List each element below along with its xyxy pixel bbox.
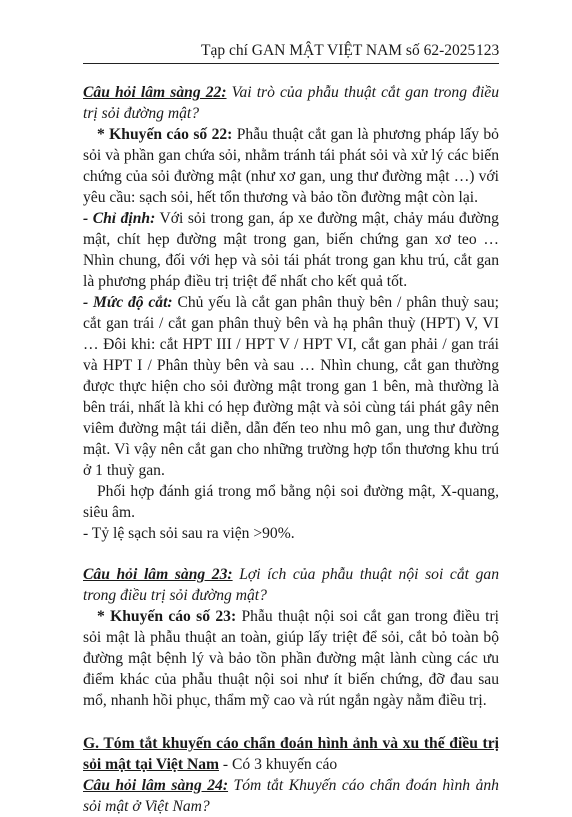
spacer — [83, 711, 499, 733]
section-suffix: - Có 3 khuyến cáo — [219, 756, 338, 773]
question-text: Lợi ích của phẫu thuật nội soi cắt gan trong điều trị sỏi đường mật? — [83, 566, 499, 604]
recommendation-23 — [83, 606, 499, 711]
section-title: G. Tóm tắt khuyến cáo chẩn đoán hình ảnh và xu thế điều trị sỏi mật tại Việt Nam — [83, 735, 499, 773]
recommendation-label: * Khuyến cáo số 23: — [97, 608, 237, 625]
indication-label: - Chỉ định: — [83, 210, 156, 227]
question-label: Câu hỏi lâm sàng 22: — [83, 84, 227, 101]
combined-assessment-paragraph: Phối hợp đánh giá trong mổ bằng nội soi đường mật, X-quang, siêu âm. — [83, 483, 499, 521]
journal-title: Tạp chí GAN MẬT VIỆT NAM số 62-2025 — [201, 42, 476, 59]
page-number: 123 — [476, 42, 500, 59]
resection-extent-paragraph — [83, 292, 499, 481]
clinical-question-23 — [83, 564, 499, 606]
question-text: Tóm tắt Khuyến cáo chẩn đoán hình ảnh sỏi mật ở Việt Nam? — [83, 777, 499, 815]
indication-paragraph — [83, 208, 499, 292]
extent-label: - Mức độ cắt: — [83, 294, 173, 311]
recommendation-22 — [83, 124, 499, 208]
question-label: Câu hỏi lâm sàng 24: — [83, 777, 229, 794]
clinical-question-22 — [83, 82, 499, 124]
recommendation-text: Phẫu thuật nội soi cắt gan trong điều trị sỏi mật là phẫu thuật an toàn, giúp lấy triệt để sỏi, cắt bỏ toàn bộ đường mật bệnh lý và bảo tồn phần đường mật lành cùng các ưu điểm khác của phẫu thuật nội soi như ít biến chứng, đỡ đau sau mổ, nhanh hồi phục, thẩm mỹ cao và rút ngắn ngày nằm điều trị. — [83, 608, 499, 709]
recommendation-label: * Khuyến cáo số 22: — [97, 126, 233, 143]
clinical-question-24 — [83, 775, 499, 817]
indication-text: Với sỏi trong gan, áp xe đường mật, chảy máu đường mật, chít hẹp đường mật trong gan, biến chứng gan xơ teo … Nhìn chung, đối với hẹp và sỏi tái phát trong gan khu trú, cắt gan là phương pháp điều trị triệt để nhất cho kết quả tốt. — [83, 210, 499, 290]
question-label: Câu hỏi lâm sàng 23: — [83, 566, 233, 583]
page-header — [0, 42, 572, 66]
spacer — [83, 544, 499, 564]
article-body — [83, 82, 499, 817]
header-rule — [83, 63, 499, 64]
stone-clearance-rate: - Tỷ lệ sạch sỏi sau ra viện >90%. — [83, 525, 295, 542]
section-g-heading — [83, 733, 499, 775]
question-text: Vai trò của phẫu thuật cắt gan trong điều trị sỏi đường mật? — [83, 84, 499, 122]
extent-text: Chủ yếu là cắt gan phân thuỳ bên / phân thuỳ sau; cắt gan trái / cắt gan phân thuỳ bên và hạ phân thuỳ (HPT) V, VI … Đôi khi: cắt HPT III / HPT V / HPT VI, cắt gan phải / gan trái và HPT I / Phân thùy bên và sau … Nhìn chung, cắt gan thường được thực hiện cho sỏi đường mật trong gan 1 bên, mà thường là bên trái, nhất là khi có hẹp đường mật và sỏi cùng tái phát gây nên viêm đường mật tái diễn, dẫn đến teo nhu mô gan, ung thư đường mật. Vì vậy nên cắt gan cho những trường hợp tổn thương khu trú ở 1 thuỳ gan. — [83, 294, 499, 479]
recommendation-text: Phẫu thuật cắt gan là phương pháp lấy bỏ sỏi và phần gan chứa sỏi, nhằm tránh tái phát sỏi và xử lý các biến chứng của sỏi đường mật (như xơ gan, ung thư đường mật …) với yêu cầu: sạch sỏi, hết tổn thương và bảo tồn đường mật còn lại. — [83, 126, 499, 206]
